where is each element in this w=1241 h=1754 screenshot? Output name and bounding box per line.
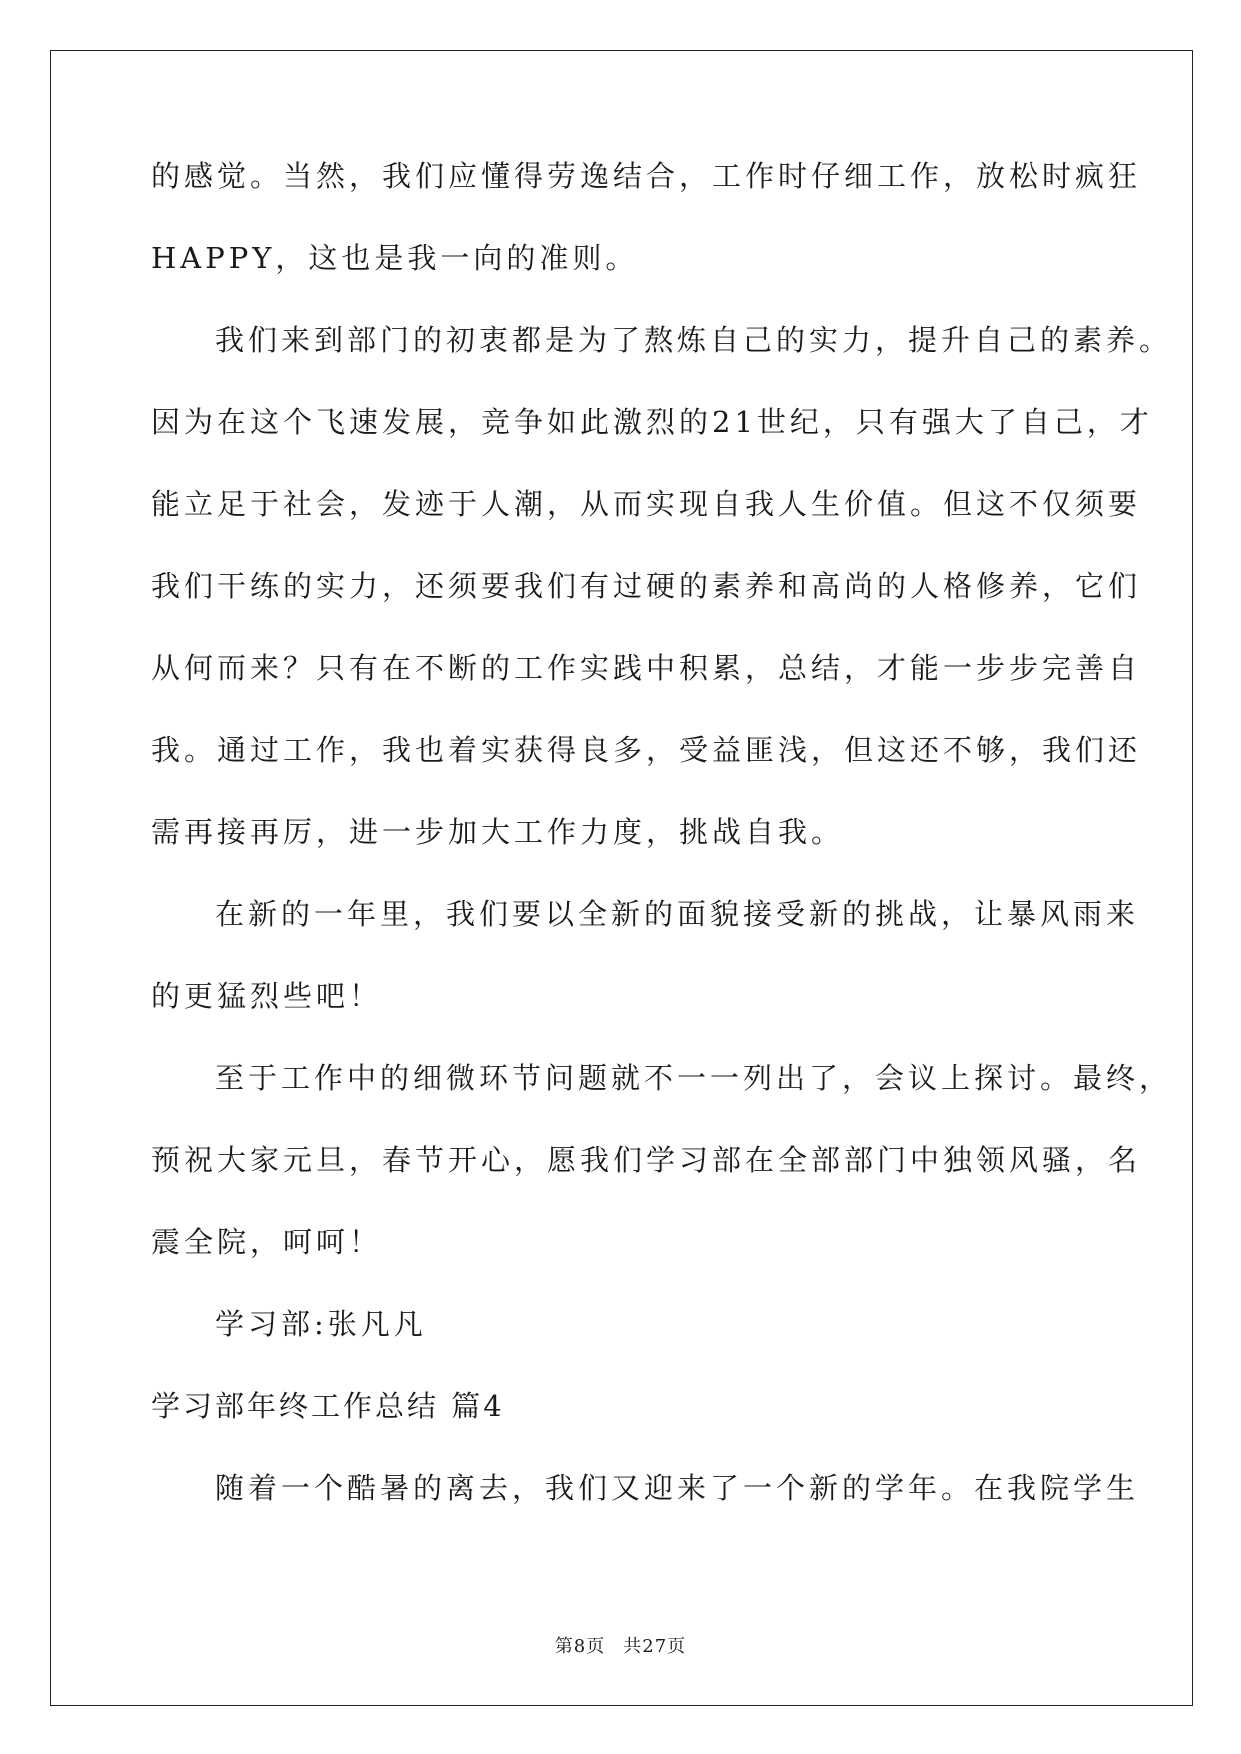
text-line-2: HAPPY，这也是我一向的准则。 (151, 241, 639, 275)
text-line-7: 从何而来？只有在不断的工作实践中积累，总结，才能一步步完善自 (151, 651, 1142, 685)
section-heading: 学习部年终工作总结 篇4 (151, 1389, 505, 1423)
text-line-8: 我。通过工作，我也着实获得良多，受益匪浅，但这还不够，我们还 (151, 733, 1142, 767)
page-total: 共27页 (623, 1636, 687, 1657)
paragraph-start-line: 我们来到部门的初衷都是为了熬炼自己的实力，提升自己的素养。 (215, 323, 1173, 357)
text-line-11: 的更猛烈些吧！ (151, 979, 383, 1013)
signature-line: 学习部:张凡凡 (215, 1307, 427, 1341)
text-line-5: 能立足于社会，发迹于人潮，从而实现自我人生价值。但这不仅须要 (151, 487, 1142, 521)
text-line-14: 震全院，呵呵！ (151, 1225, 383, 1259)
text-line-13: 预祝大家元旦，春节开心，愿我们学习部在全部部门中独领风骚，名 (151, 1143, 1142, 1177)
paragraph-start-line: 至于工作中的细微环节问题就不一一列出了，会议上探讨。最终， (215, 1061, 1173, 1095)
text-line-4: 因为在这个飞速发展，竞争如此激烈的21世纪，只有强大了自己，才 (151, 405, 1153, 439)
text-line-1: 的感觉。当然，我们应懂得劳逸结合，工作时仔细工作，放松时疯狂 (151, 159, 1142, 193)
page-footer (0, 1632, 1241, 1658)
paragraph-start-line: 随着一个酷暑的离去，我们又迎来了一个新的学年。在我院学生 (215, 1471, 1140, 1505)
page-number: 第8页 (554, 1636, 606, 1657)
text-line-6: 我们干练的实力，还须要我们有过硬的素养和高尚的人格修养，它们 (151, 569, 1142, 603)
text-line-9: 需再接再厉，进一步加大工作力度，挑战自我。 (151, 815, 845, 849)
paragraph-start-line: 在新的一年里，我们要以全新的面貌接受新的挑战，让暴风雨来 (215, 897, 1140, 931)
document-body (151, 158, 1173, 1552)
